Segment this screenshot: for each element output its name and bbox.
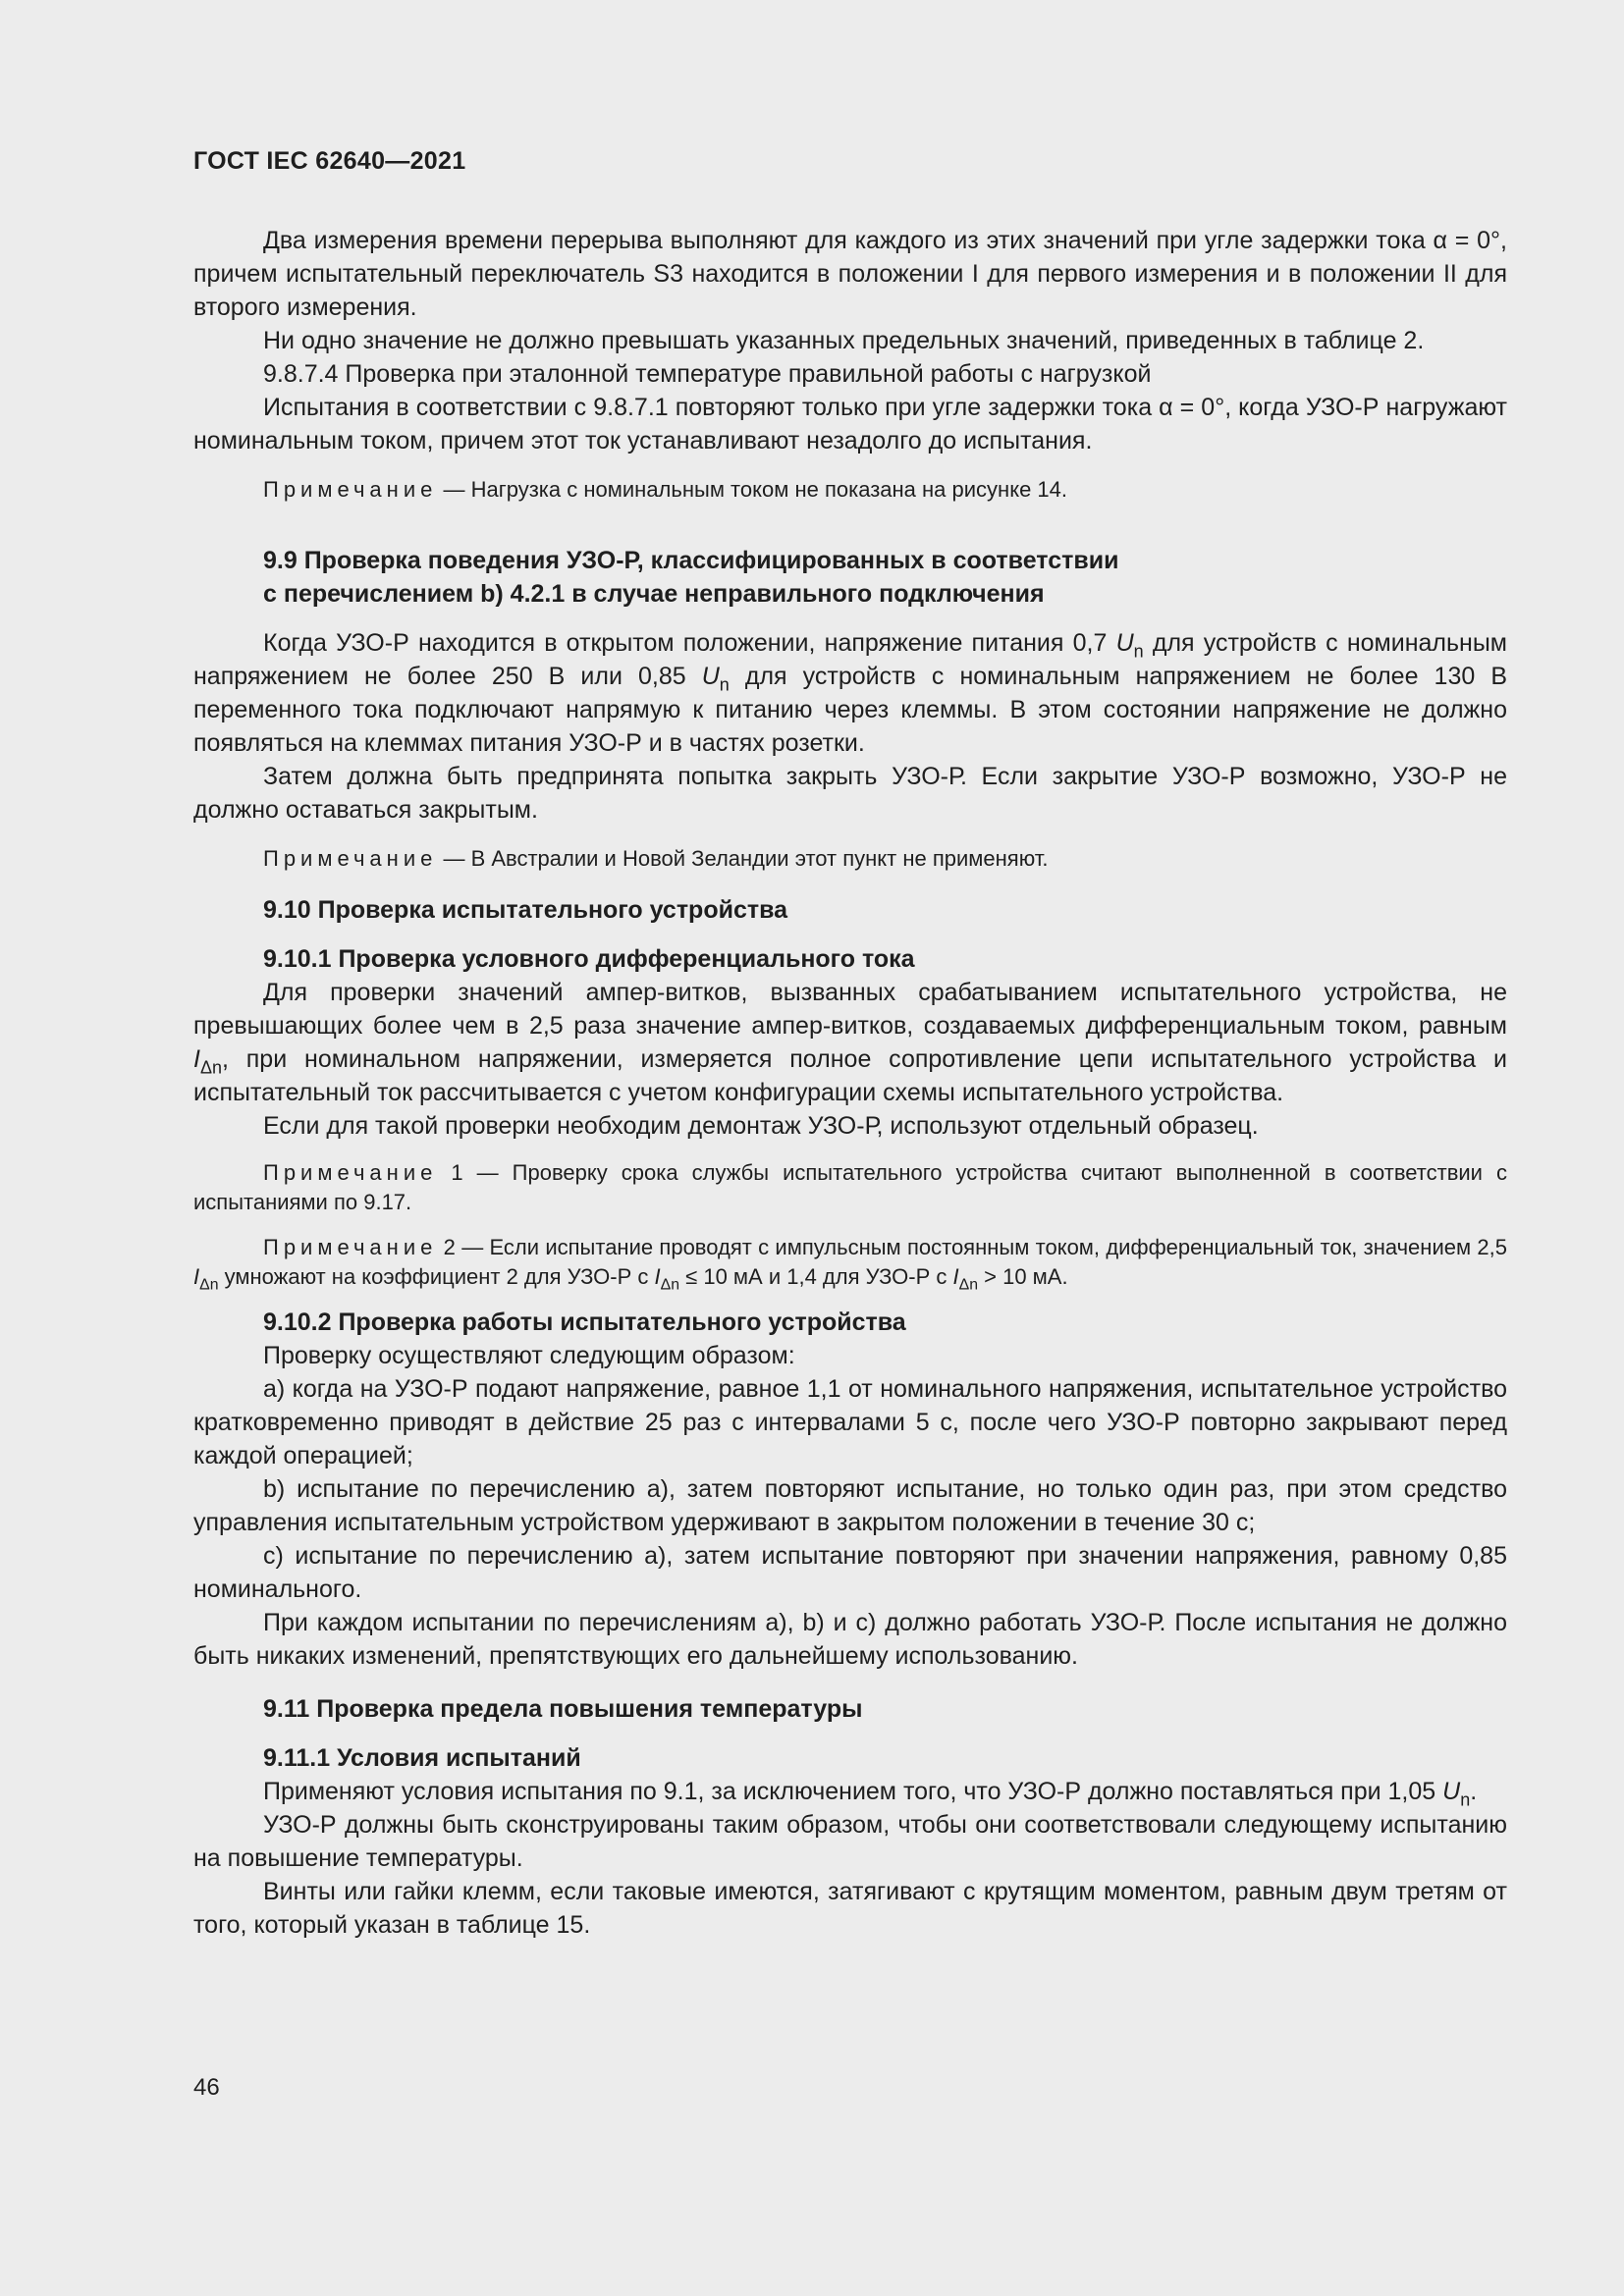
heading-line: 9.9 Проверка поведения УЗО-Р, классифицированных в соответствии bbox=[263, 547, 1119, 574]
list-item: a) когда на УЗО-Р подают напряжение, равное 1,1 от номинального напряжения, испытательное устройство кратковременно приводят в действие 25 раз с интервалами 5 с, после чего УЗО-Р повторно закрывают перед каждой операцией; bbox=[193, 1375, 1507, 1469]
paragraph: Для проверки значений ампер-витков, вызванных срабатыванием испытательного устройства, не превышающих более чем в 2,5 раза значение ампер-витков, создаваемых дифференциальным током, равным $I_{\Delta n}$, при номинальном напряжении, измеряется полное сопротивление цепи испытательного устройства и испытательный ток рассчитывается с учетом конфигурации схемы испытательного устройства. bbox=[193, 979, 1507, 1106]
section-heading-9-10: 9.10 Проверка испытательного устройства bbox=[263, 896, 788, 924]
heading-line: с перечислением b) 4.2.1 в случае неправильного подключения bbox=[263, 580, 1045, 608]
subsection-heading-9-10-2: 9.10.2 Проверка работы испытательного устройства bbox=[263, 1308, 906, 1336]
paragraph: Применяют условия испытания по 9.1, за исключением того, что УЗО-Р должно поставляться при 1,05 $U_n$. bbox=[263, 1778, 1478, 1810]
paragraph: Ни одно значение не должно превышать указанных предельных значений, приведенных в таблице 2. bbox=[263, 327, 1425, 354]
note-label: Примечание bbox=[263, 1235, 438, 1259]
list-item: b) испытание по перечислению a), затем повторяют испытание, но только один раз, при этом средство управления испытательным устройством удерживают в закрытом положении в течение 30 с; bbox=[193, 1475, 1507, 1536]
note bbox=[193, 1158, 1507, 1217]
subsection-heading-9-11-1: 9.11.1 Условия испытаний bbox=[263, 1744, 581, 1772]
note: Примечание 2 — Если испытание проводят с импульсным постоянным током, дифференциальный ток, значением 2,5 $I_{\Delta n}$ умножают на коэффициент 2 для УЗО-Р с $I_{\Delta n} \le 10$ мА и 1,4 для УЗО-Р с $I_{\Delta n} > 10$ мА. bbox=[193, 1235, 1507, 1294]
paragraph: Испытания в соответствии с 9.8.7.1 повторяют только при угле задержки тока α = 0°, когда УЗО-Р нагружают номинальным током, причем этот ток устанавливают незадолго до испытания. bbox=[193, 394, 1507, 454]
note-label: Примечание bbox=[263, 477, 438, 502]
note bbox=[193, 844, 1507, 874]
note-text: 1 — Проверку срока службы испытательного устройства считают выполненной в соответствии с испытаниями по 9.17. bbox=[193, 1160, 1507, 1214]
paragraph: Затем должна быть предпринята попытка закрыть УЗО-Р. Если закрытие УЗО-Р возможно, УЗО-Р не должно оставаться закрытым. bbox=[193, 763, 1507, 824]
note-label: Примечание bbox=[263, 846, 438, 871]
list-item: c) испытание по перечислению a), затем испытание повторяют при значении напряжения, равному 0,85 номинального. bbox=[193, 1542, 1507, 1603]
subsection-heading-9-10-1: 9.10.1 Проверка условного дифференциального тока bbox=[263, 945, 915, 973]
paragraph: Проверку осуществляют следующим образом: bbox=[263, 1342, 795, 1369]
paragraph: Если для такой проверки необходим демонтаж УЗО-Р, используют отдельный образец. bbox=[263, 1112, 1259, 1140]
document-code-header: ГОСТ IEC 62640—2021 bbox=[193, 147, 466, 175]
page-number: 46 bbox=[193, 2074, 220, 2101]
note-text: — В Австралии и Новой Зеландии этот пункт не применяют. bbox=[443, 846, 1049, 871]
page-body bbox=[193, 224, 1507, 1942]
paragraph: 9.8.7.4 Проверка при эталонной температуре правильной работы с нагрузкой bbox=[263, 360, 1152, 388]
note bbox=[193, 475, 1507, 505]
paragraph: Два измерения времени перерыва выполняют для каждого из этих значений при угле задержки тока α = 0°, причем испытательный переключатель S3 находится в положении I для первого измерения и в положении II для второго измерения. bbox=[193, 227, 1507, 321]
paragraph: Когда УЗО-Р находится в открытом положении, напряжение питания 0,7 $U_n$ для устройств с номинальным напряжением не более 250 В или 0,85 $U_n$ для устройств с номинальным напряжением не более 130 В переменного тока подключают напрямую к питанию через клеммы. В этом состоянии напряжение не должно появляться на клеммах питания УЗО-Р и в частях розетки. bbox=[193, 629, 1508, 757]
paragraph: УЗО-Р должны быть сконструированы таким образом, чтобы они соответствовали следующему испытанию на повышение температуры. bbox=[193, 1811, 1507, 1872]
section-heading-9-11: 9.11 Проверка предела повышения температуры bbox=[263, 1695, 863, 1723]
paragraph: Винты или гайки клемм, если таковые имеются, затягивают с крутящим моментом, равным двум третям от того, который указан в таблице 15. bbox=[193, 1878, 1507, 1939]
note-label: Примечание bbox=[263, 1160, 438, 1185]
section-heading-9-9 bbox=[193, 544, 1507, 611]
paragraph: При каждом испытании по перечислениям a), b) и c) должно работать УЗО-Р. После испытания не должно быть никаких изменений, препятствующих его дальнейшему использованию. bbox=[193, 1609, 1507, 1670]
note-text: — Нагрузка с номинальным током не показана на рисунке 14. bbox=[443, 477, 1067, 502]
